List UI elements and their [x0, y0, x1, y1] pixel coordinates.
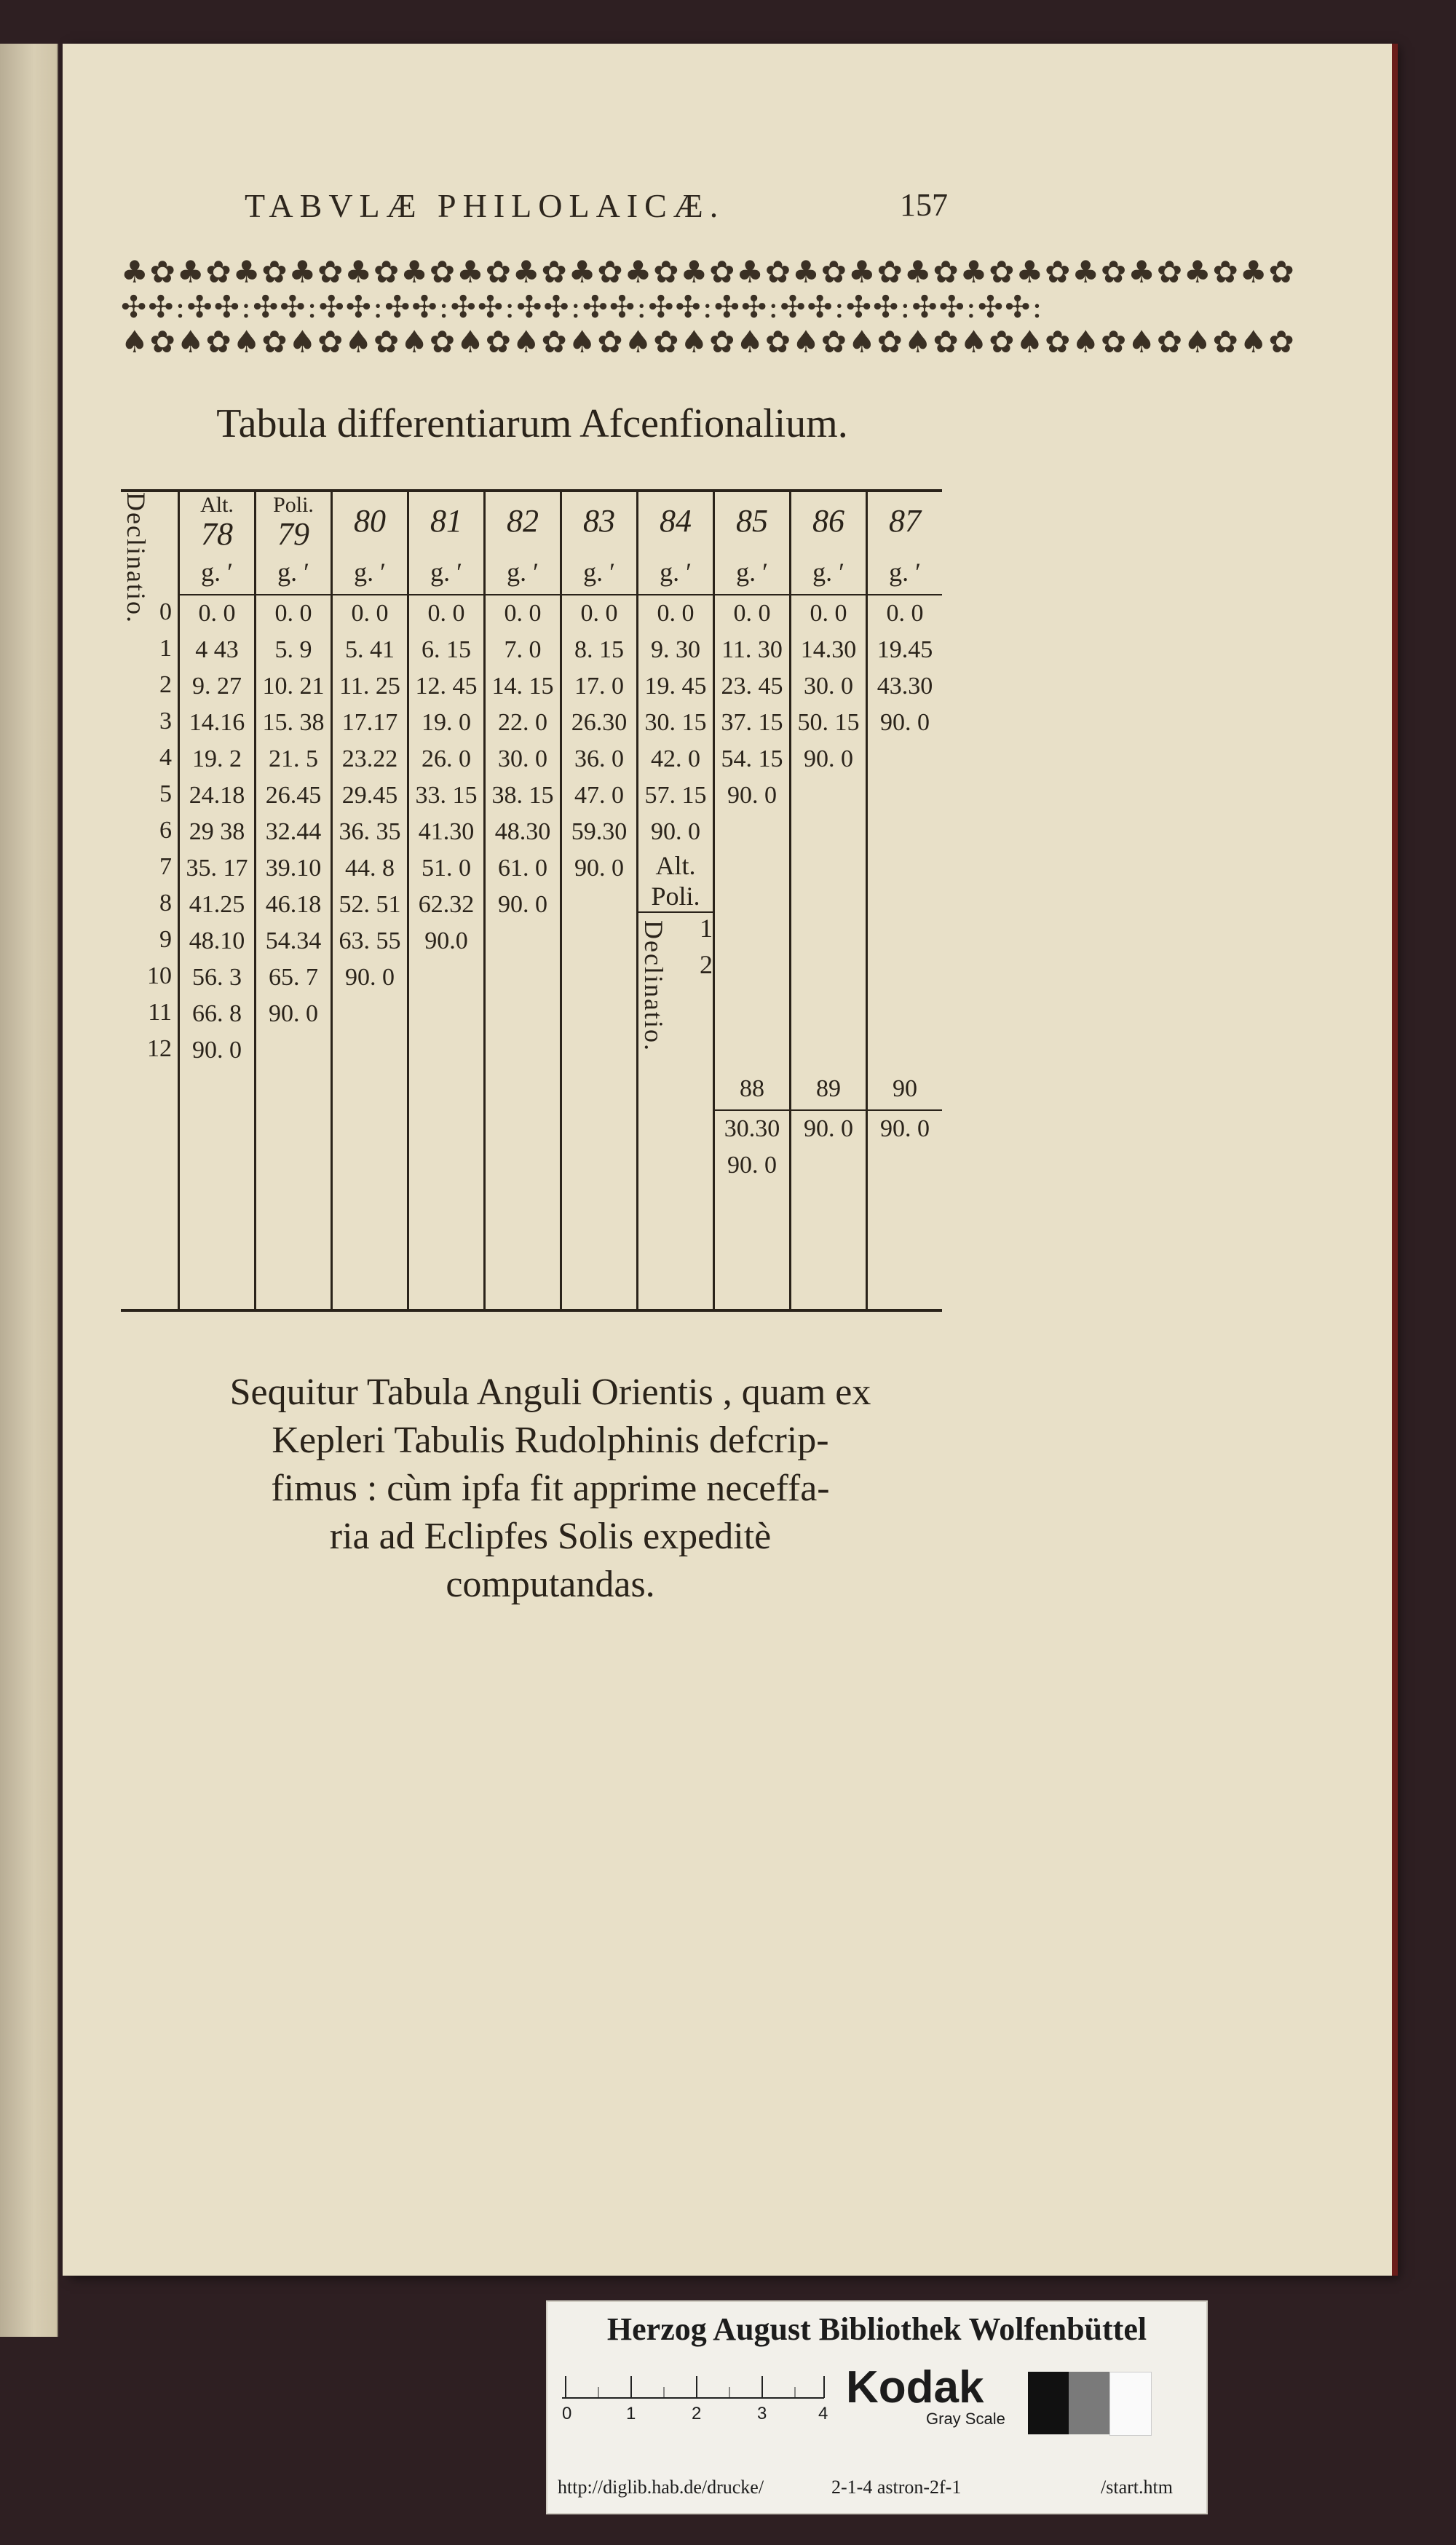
table-cell: 0. 0 [733, 600, 771, 627]
subtable-cell: 30.30 [724, 1115, 780, 1142]
gray-scale-label: Gray Scale [926, 2410, 1005, 2428]
table-cell [868, 741, 942, 777]
table-title: Tabula differentiarum Afcenfionalium. [216, 401, 848, 446]
table-cell: 43.30 [877, 673, 933, 700]
table-cell: 30. 0 [804, 673, 853, 700]
latitude-header: 84 [660, 503, 692, 539]
closing-line: Sequitur Tabula Anguli Orientis , quam ex [229, 1372, 871, 1413]
subtable-cell: 90. 0 [727, 1152, 777, 1179]
table-cell: 26.45 [265, 782, 322, 809]
declination-value: 1 [159, 635, 172, 662]
declinatio-label: Declinatio. [122, 492, 151, 624]
table-cell: 90.0 [424, 927, 468, 954]
color-target-card [546, 2300, 1208, 2514]
table-cell: 6. 15 [422, 636, 471, 663]
table-cell: 23. 45 [721, 673, 783, 700]
latitude-column-87 [867, 491, 943, 1310]
table-cell: 61. 0 [498, 855, 547, 882]
table-cell: 32.44 [265, 818, 322, 845]
latitude-header: 78 [201, 516, 233, 552]
table-cell: 41.30 [418, 818, 475, 845]
table-cell: 8. 15 [574, 636, 624, 663]
ruler-number: 4 [818, 2404, 828, 2423]
table-cell: 30. 0 [498, 745, 547, 772]
table-cell: 36. 35 [339, 818, 401, 845]
declination-value: 12 [147, 1035, 172, 1062]
white-swatch [1109, 2372, 1152, 2436]
latitude-header: 82 [507, 503, 539, 539]
latitude-header: 79 [277, 516, 309, 552]
table-cell: 17. 0 [574, 673, 624, 700]
table-cell [715, 887, 789, 923]
table-cell: 29 38 [189, 818, 245, 845]
table-cell: 90. 0 [498, 891, 547, 918]
ascensional-differences-table [121, 489, 942, 1312]
unit-header: g. ′ [868, 550, 942, 595]
table-cell: 23.22 [341, 745, 398, 772]
table-cell: 48.30 [494, 818, 551, 845]
table-cell: 0. 0 [810, 600, 847, 627]
table-cell: 65. 7 [269, 964, 318, 991]
subtable-row-number: 1 [700, 914, 713, 943]
table-cell [486, 959, 560, 996]
table-cell: 62.32 [418, 891, 475, 918]
table-cell: 7. 0 [504, 636, 542, 663]
latitude-header: 83 [583, 503, 615, 539]
table-cell: 35. 17 [186, 855, 248, 882]
closing-line: computandas. [446, 1564, 655, 1605]
gray-swatch [1069, 2372, 1109, 2434]
unit-header: g. ′ [333, 550, 407, 595]
table-cell: 14.30 [800, 636, 857, 663]
latitude-header: 81 [430, 503, 462, 539]
unit-header: g. ′ [486, 550, 560, 595]
declination-value: 9 [159, 926, 172, 953]
table-cell: 36. 0 [574, 745, 624, 772]
latitude-column-83 [561, 491, 638, 1310]
table-cell: 63. 55 [339, 927, 401, 954]
shelfmark: 2-1-4 astron-2f-1 [831, 2477, 962, 2498]
table-cell [715, 959, 789, 996]
table-cell: 54.34 [265, 927, 322, 954]
table-cell: 42. 0 [651, 745, 700, 772]
subtable-column-88 [715, 1069, 789, 1184]
subtable-labels [638, 850, 713, 1058]
table-cell: 4 43 [195, 636, 239, 663]
latitude-column-82 [485, 491, 561, 1310]
scale-ruler [562, 2369, 831, 2427]
table-cell [791, 777, 866, 814]
unit-header: g. ′ [562, 550, 636, 595]
table-cell: 56. 3 [192, 964, 242, 991]
table-cell: 90. 0 [345, 964, 395, 991]
table-cell: 0. 0 [657, 600, 695, 627]
kodak-logo: Kodak [846, 2362, 984, 2413]
table-cell: 29.45 [341, 782, 398, 809]
ornament-row: ♠✿♠✿♠✿♠✿♠✿♠✿♠✿♠✿♠✿♠✿♠✿♠✿♠✿♠✿♠✿♠✿♠✿♠✿♠✿♠✿♠✿ [121, 324, 1296, 360]
table-cell [791, 959, 866, 996]
table-cell: 11. 30 [721, 636, 783, 663]
table-cell [868, 959, 942, 996]
ruler-number: 1 [626, 2404, 636, 2423]
subtable-latitude-header: 88 [715, 1069, 789, 1111]
table-cell: 66. 8 [192, 1000, 242, 1027]
table-cell: 0. 0 [274, 600, 312, 627]
declination-value: 7 [159, 853, 172, 880]
table-cell [562, 887, 636, 923]
table-cell: 5. 9 [274, 636, 312, 663]
table-cell: 14. 15 [491, 673, 554, 700]
table-cell [868, 850, 942, 887]
table-cell: 0. 0 [351, 600, 389, 627]
unit-header: g. ′ [791, 550, 866, 595]
table-cell [791, 814, 866, 850]
table-cell [791, 850, 866, 887]
alt-label: Alt. [200, 493, 234, 517]
table-cell: 44. 8 [345, 855, 395, 882]
table-cell: 12. 45 [415, 673, 478, 700]
subtable-latitude-header: 90 [868, 1069, 942, 1111]
table-cell: 0. 0 [886, 600, 924, 627]
ruler-number: 3 [757, 2404, 767, 2423]
table-cell: 14.16 [189, 709, 245, 736]
table-cell [715, 814, 789, 850]
table-cell: 9. 27 [192, 673, 242, 700]
declination-value: 10 [147, 962, 172, 989]
declination-value: 6 [159, 817, 172, 844]
latitude-column-84 [638, 491, 714, 1310]
table-cell: 48.10 [189, 927, 245, 954]
table-cell [562, 923, 636, 959]
declination-value: 0 [159, 598, 172, 625]
facing-page-edge [0, 44, 58, 2337]
table-cell: 30. 15 [644, 709, 707, 736]
subtable-cell [791, 1147, 866, 1184]
table-cell: 90. 0 [192, 1037, 242, 1064]
table-cell: 90. 0 [727, 782, 777, 809]
black-swatch [1028, 2372, 1069, 2434]
declination-value: 11 [148, 999, 172, 1026]
table-cell [868, 1032, 942, 1069]
subtable-cell: 90. 0 [880, 1115, 930, 1142]
table-cell [486, 996, 560, 1032]
subtable-poli-label: Poli. [638, 881, 713, 913]
printers-ornament-band [121, 254, 1296, 363]
latitude-column-81 [408, 491, 485, 1310]
book-page [63, 44, 1392, 2276]
latitude-column-85 [714, 491, 791, 1310]
ruler-number: 0 [562, 2404, 572, 2423]
declination-value: 8 [159, 890, 172, 917]
declination-value: 3 [159, 708, 172, 735]
table-cell: 5. 41 [345, 636, 395, 663]
table-cell: 21. 5 [269, 745, 318, 772]
subtable-column-89 [791, 1069, 866, 1184]
table-cell [868, 923, 942, 959]
table-cell: 0. 0 [504, 600, 542, 627]
table-cell: 0. 0 [427, 600, 465, 627]
table-cell: 38. 15 [491, 782, 554, 809]
table-cell [868, 996, 942, 1032]
table-container [121, 489, 980, 1326]
table-cell: 37. 15 [721, 709, 783, 736]
table-cell: 57. 15 [644, 782, 707, 809]
subtable-cell [868, 1147, 942, 1184]
table-cell: 19.45 [877, 636, 933, 663]
table-cell: 11. 25 [339, 673, 400, 700]
table-cell: 10. 21 [262, 673, 325, 700]
latitude-header: 80 [354, 503, 386, 539]
latitude-column-80 [332, 491, 408, 1310]
table-cell: 9. 30 [651, 636, 700, 663]
ornament-row: ♣✿♣✿♣✿♣✿♣✿♣✿♣✿♣✿♣✿♣✿♣✿♣✿♣✿♣✿♣✿♣✿♣✿♣✿♣✿♣✿♣✿ [121, 254, 1296, 290]
table-cell: 46.18 [265, 891, 322, 918]
table-cell: 90. 0 [880, 709, 930, 736]
table-cell [486, 923, 560, 959]
table-cell: 47. 0 [574, 782, 624, 809]
subtable-alt-label: Alt. [655, 851, 696, 880]
latitude-column-86 [791, 491, 867, 1310]
poli-label: Poli. [273, 493, 314, 517]
declination-value: 4 [159, 744, 172, 771]
table-cell [715, 996, 789, 1032]
table-cell: 26.30 [571, 709, 628, 736]
table-cell: 24.18 [189, 782, 245, 809]
table-cell: 90. 0 [804, 745, 853, 772]
subtable-cell: 90. 0 [804, 1115, 853, 1142]
table-cell [868, 887, 942, 923]
closing-line: Kepleri Tabulis Rudolphinis defcrip- [272, 1420, 829, 1461]
table-cell [562, 1032, 636, 1069]
table-cell [715, 1032, 789, 1069]
table-cell [562, 996, 636, 1032]
table-cell: 0. 0 [580, 600, 618, 627]
ornament-row: ✣✣:✣✣:✣✣:✣✣:✣✣:✣✣:✣✣:✣✣:✣✣:✣✣:✣✣:✣✣:✣✣:✣✣: [121, 289, 1044, 325]
table-cell: 33. 15 [415, 782, 478, 809]
table-cell [868, 814, 942, 850]
unit-header: g. ′ [180, 550, 254, 595]
start-page: /start.htm [1101, 2477, 1173, 2498]
table-cell [791, 1032, 866, 1069]
declination-column [121, 491, 179, 1310]
library-name: Herzog August Bibliothek Wolfenbüttel [606, 2311, 1147, 2347]
unit-header: g. ′ [715, 550, 789, 595]
closing-paragraph [135, 1369, 965, 1609]
table-cell: 41.25 [189, 891, 245, 918]
table-cell: 17.17 [341, 709, 398, 736]
latitude-column-79 [256, 491, 332, 1310]
table-cell [791, 923, 866, 959]
page-number: 157 [900, 187, 948, 223]
table-cell [333, 1032, 407, 1069]
latitude-header: 86 [812, 503, 844, 539]
table-cell [409, 959, 483, 996]
subtable-row-number: 2 [700, 950, 713, 979]
table-cell: 90. 0 [651, 818, 700, 845]
running-head: TABVLÆ PHILOLAICÆ. [245, 187, 725, 224]
table-cell [256, 1032, 331, 1069]
table-cell [868, 777, 942, 814]
closing-line: ria ad Eclipfes Solis expeditè [329, 1516, 772, 1557]
table-cell [486, 1032, 560, 1069]
table-cell: 54. 15 [721, 745, 783, 772]
table-cell [715, 850, 789, 887]
table-cell: 22. 0 [498, 709, 547, 736]
table-cell: 90. 0 [574, 855, 624, 882]
ruler-number: 2 [692, 2404, 702, 2423]
table-cell [791, 887, 866, 923]
table-cell: 19. 45 [644, 673, 707, 700]
subtable-declinatio-label: Declinatio. [639, 919, 668, 1052]
table-cell [791, 996, 866, 1032]
subtable-latitude-header: 89 [791, 1069, 866, 1111]
declination-value: 5 [159, 780, 172, 807]
table-cell: 15. 38 [262, 709, 325, 736]
unit-header: g. ′ [409, 550, 483, 595]
latitude-column-78 [179, 491, 256, 1310]
source-url: http://diglib.hab.de/drucke/ [558, 2477, 764, 2498]
table-cell: 26. 0 [422, 745, 471, 772]
table-cell: 19. 0 [422, 709, 471, 736]
table-cell: 52. 51 [339, 891, 401, 918]
table-cell [333, 996, 407, 1032]
closing-line: fimus : cùm ipfa fit apprime neceffa- [271, 1468, 830, 1509]
table-cell: 0. 0 [198, 600, 236, 627]
latitude-header: 85 [736, 503, 768, 539]
table-cell: 39.10 [265, 855, 322, 882]
subtable-column-90 [868, 1069, 942, 1184]
latitude-header: 87 [889, 503, 921, 539]
table-main-row [121, 491, 942, 1310]
unit-header: g. ′ [638, 550, 713, 595]
table-cell: 90. 0 [269, 1000, 318, 1027]
ruler-ticks-icon [562, 2369, 831, 2401]
table-cell [409, 1032, 483, 1069]
unit-header: g. ′ [256, 550, 331, 595]
table-cell [715, 923, 789, 959]
table-cell: 19. 2 [192, 745, 242, 772]
table-cell [409, 996, 483, 1032]
table-cell [562, 959, 636, 996]
declination-value: 2 [159, 671, 172, 698]
table-cell: 51. 0 [422, 855, 471, 882]
table-cell: 59.30 [571, 818, 628, 845]
table-cell: 50. 15 [797, 709, 860, 736]
